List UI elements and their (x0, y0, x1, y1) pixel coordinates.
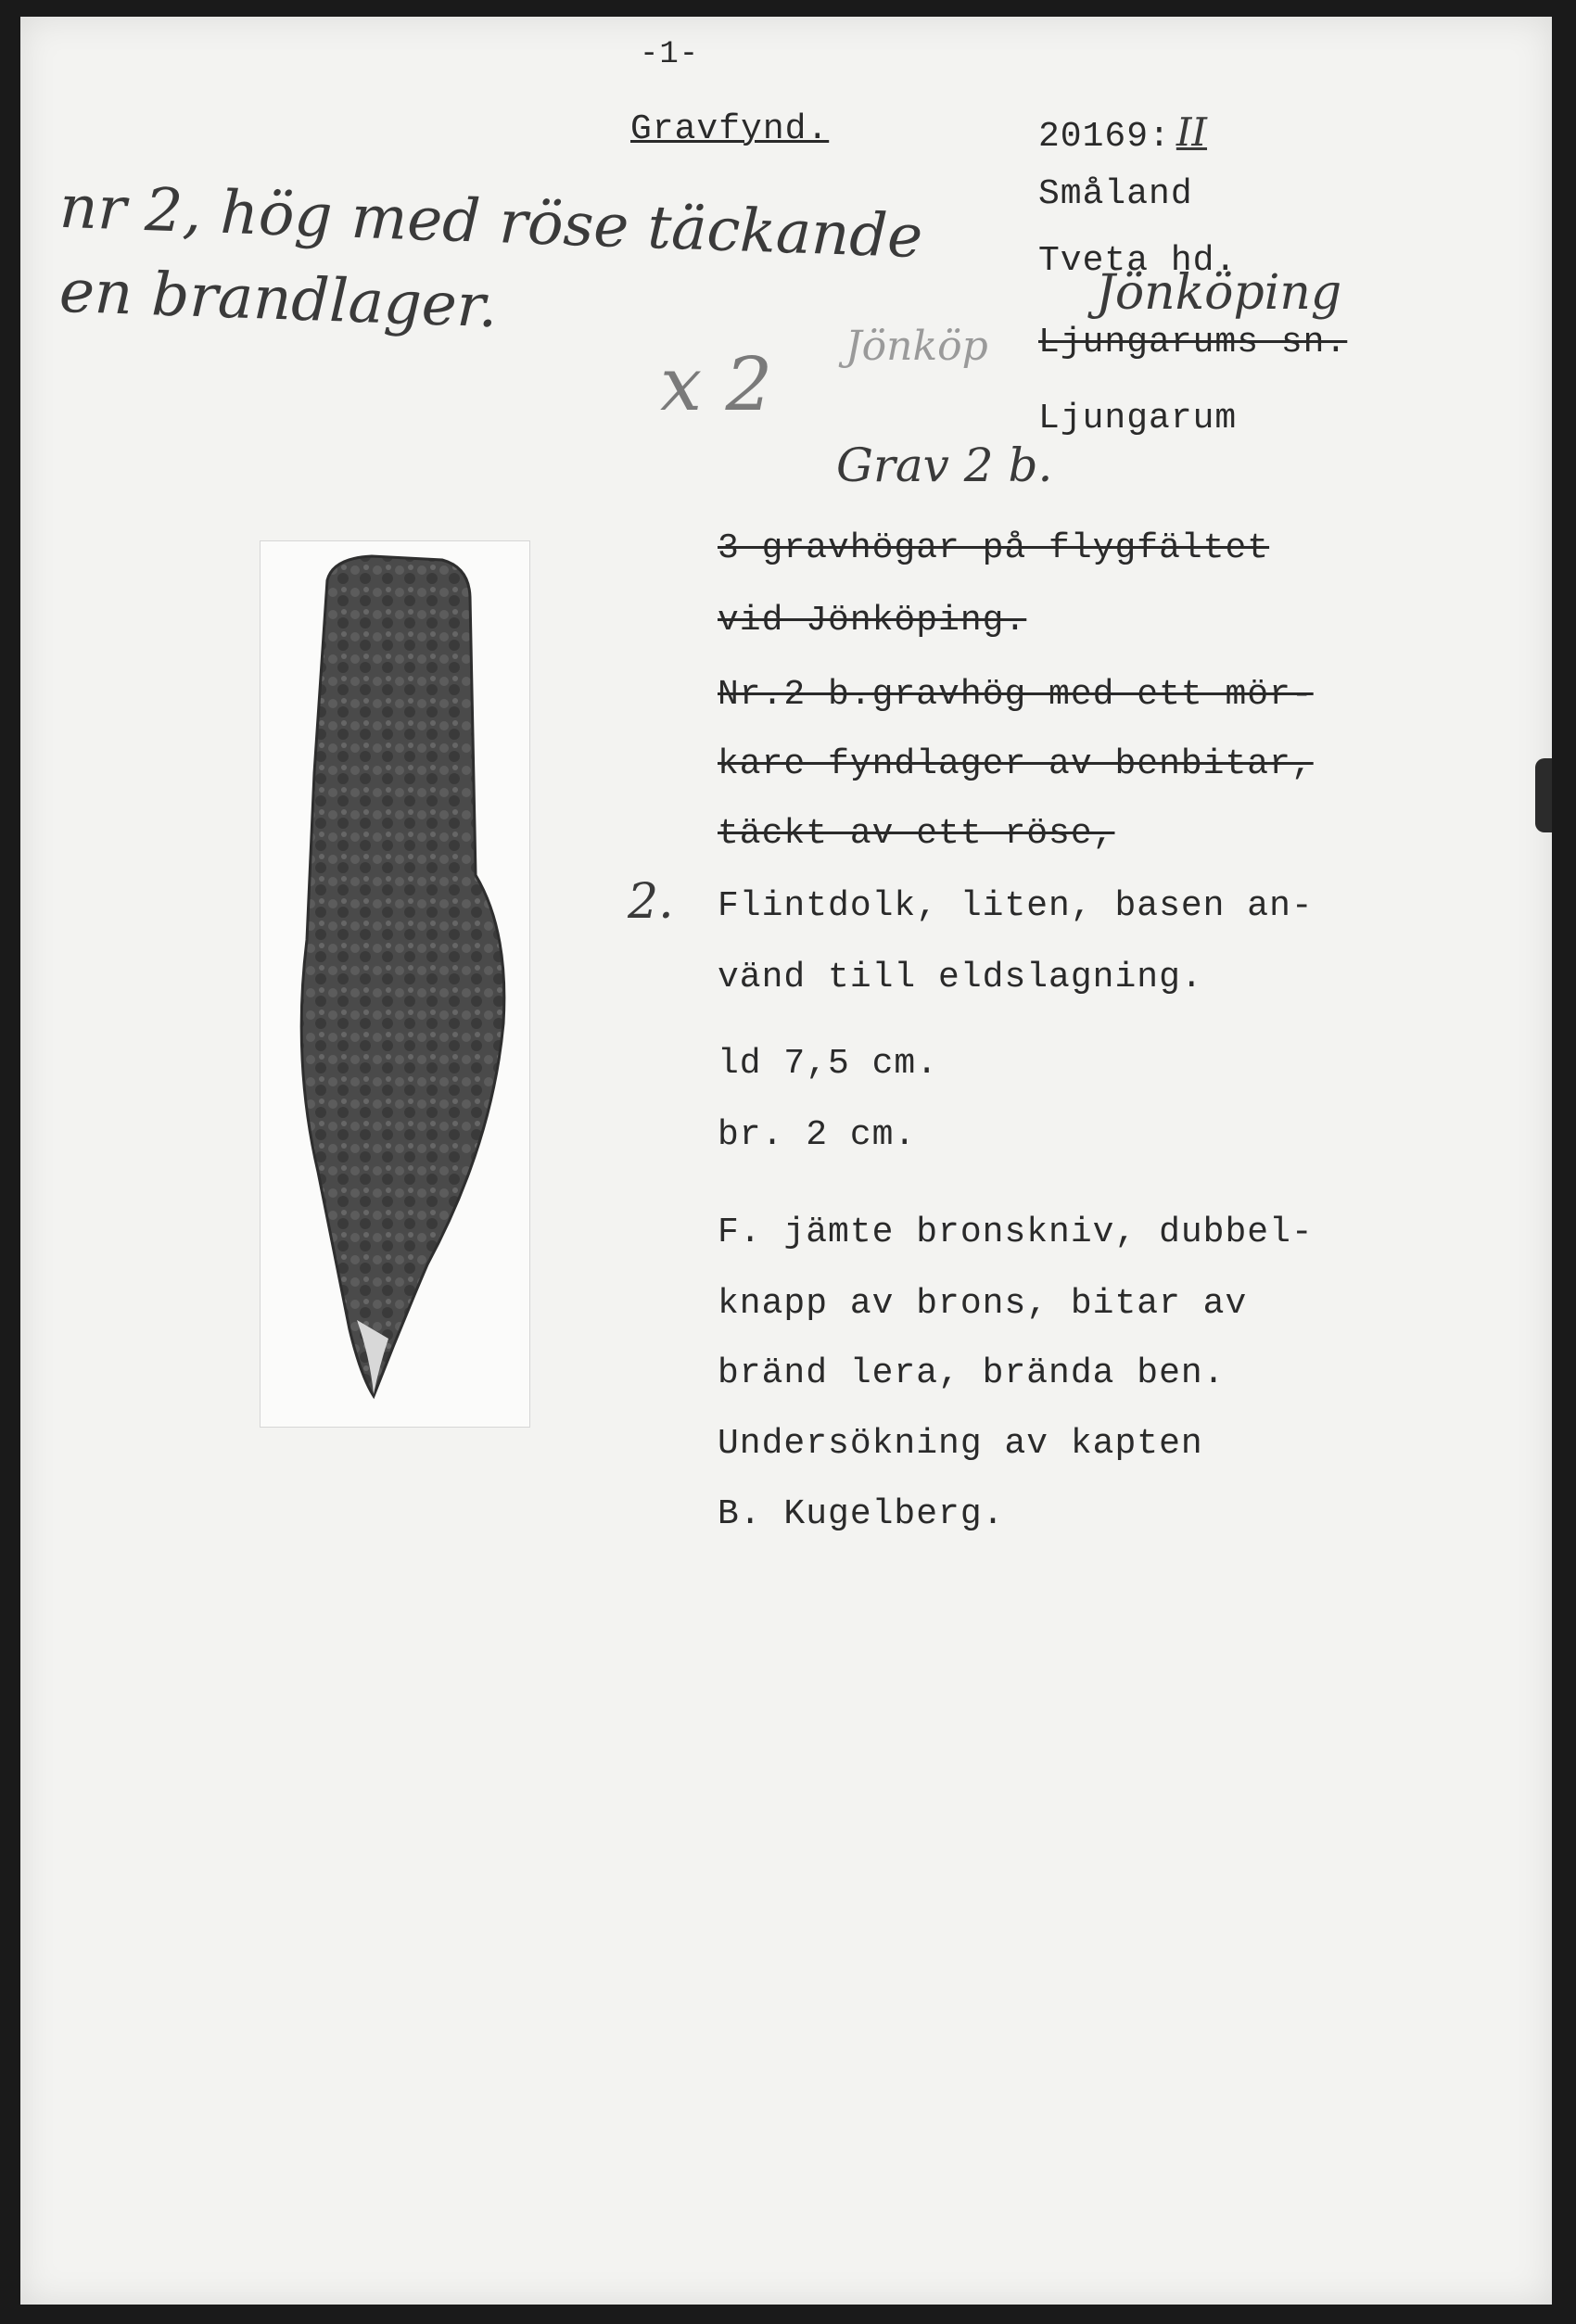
page-number: -1- (640, 37, 700, 72)
mark-handwritten: x 2 (660, 341, 773, 427)
item-line-2: vänd till eldslagning. (718, 958, 1203, 997)
struck-line-5: täckt av ett röse, (718, 814, 1115, 854)
parish-struck: Ljungarums sn. (1038, 323, 1348, 362)
struck-line-1: 3 gravhögar på flygfältet (718, 528, 1270, 568)
region: Småland (1038, 174, 1193, 214)
item-number-handwritten: 2. (628, 874, 674, 930)
card-heading: Gravfynd. (630, 109, 830, 149)
find-line-2: knapp av brons, bitar av (718, 1284, 1248, 1324)
catalog-number-value: 20169: (1038, 117, 1171, 157)
measurement-breadth: br. 2 cm. (718, 1115, 917, 1155)
catalog-number-suffix: II (1176, 109, 1208, 155)
catalog-number (1038, 109, 1207, 157)
parish-handwritten: Jönköping (1096, 265, 1342, 321)
struck-line-3: Nr.2 b.gravhög med ett mör- (718, 675, 1314, 715)
struck-line-2: vid Jönköping. (718, 601, 1027, 641)
note-line-2: en brandlager. (57, 257, 499, 342)
find-line-5: B. Kugelberg. (718, 1494, 1005, 1534)
locality: Ljungarum (1038, 399, 1238, 438)
find-line-4: Undersökning av kapten (718, 1424, 1203, 1464)
flint-dagger-icon (261, 541, 529, 1427)
item-line-1: Flintdolk, liten, basen an- (718, 886, 1314, 926)
note-line-1: nr 2, hög med röse täckande (57, 172, 924, 273)
artifact-photo (260, 540, 530, 1428)
catalog-card (20, 17, 1552, 2305)
edge-stain (1535, 758, 1552, 832)
faint-handwritten: Jönköp (845, 323, 988, 370)
find-line-1: F. jämte bronskniv, dubbel- (718, 1213, 1314, 1252)
find-line-3: bränd lera, brända ben. (718, 1353, 1226, 1393)
struck-line-4: kare fyndlager av benbitar, (718, 744, 1314, 784)
district: Tveta hd. (1038, 241, 1238, 281)
grave-handwritten: Grav 2 b. (836, 438, 1053, 492)
measurement-length: ld 7,5 cm. (718, 1044, 939, 1084)
